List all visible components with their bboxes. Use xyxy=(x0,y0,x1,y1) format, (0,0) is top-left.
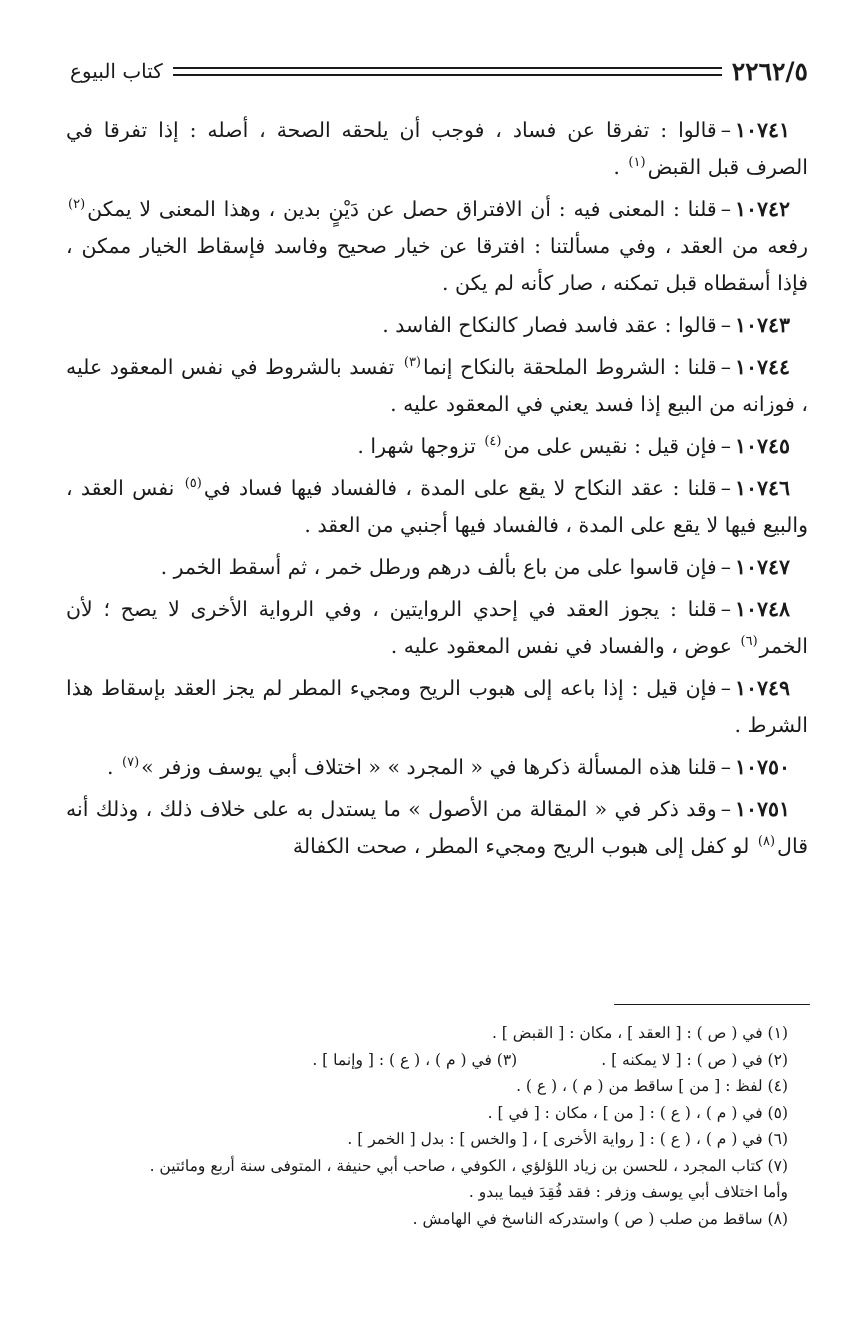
page-header xyxy=(70,54,808,88)
footnote-4: (٤) لفظ : [ من ] ساقط من ( م ) ، ( ع ) . xyxy=(516,1077,788,1095)
page-number: ٢٢٦٢/٥ xyxy=(731,56,808,86)
paragraph-text: . xyxy=(106,755,121,779)
paragraph-text: وقد ذكر في « المقالة من الأصول » ما يستدل به على خلاف ذلك ، وذلك أنه قال xyxy=(66,797,808,858)
paragraph-number: ١٠٧٤٤ xyxy=(734,355,790,379)
paragraph-text: . xyxy=(613,155,627,179)
footnote-6: (٦) في ( م ) ، ( ع ) : [ رواية الأخرى ] ، [ والخس ] : بدل [ الخمر ] . xyxy=(347,1130,788,1148)
paragraph-text: تزوجها شهرا . xyxy=(357,434,483,458)
paragraph-text: قالوا : عقد فاسد فصار كالنكاح الفاسد . xyxy=(382,313,717,337)
footnote-7: (٧) كتاب المجرد ، للحسن بن زياد اللؤلؤي ، الكوفي ، صاحب أبي حنيفة ، المتوفى سنة أربع ومائتين . xyxy=(149,1156,788,1175)
paragraph-number: ١٠٧٤٢ xyxy=(734,197,790,221)
paragraph-text: قلنا : عقد النكاح لا يقع على المدة ، فالفساد فيها فساد في xyxy=(203,476,717,500)
paragraph-text: فإن قيل : إذا باعه إلى هبوب الريح ومجيء المطر لم يجز العقد بإسقاط هذا الشرط . xyxy=(66,676,808,737)
paragraph-10744: ١٠٧٤٤–قلنا : الشروط الملحقة بالنكاح إنما$^{(٣)}$ تفسد بالشروط في نفس المعقود عليه ، فوزانه من البيع إذا فسد يعني في المعقود عليه . xyxy=(66,355,808,416)
paragraph-number: ١٠٧٤٧ xyxy=(734,555,790,579)
paragraph-10745: ١٠٧٤٥–فإن قيل : نقيس على من$^{(٤)}$ تزوجها شهرا . xyxy=(357,434,790,458)
footnote-row-2-3 xyxy=(66,1047,808,1074)
footnote-ref: (٨) xyxy=(757,834,776,850)
header-rule xyxy=(173,67,722,76)
paragraph-text: قلنا هذه المسألة ذكرها في « المجرد » « اختلاف أبي يوسف وزفر » xyxy=(141,755,717,779)
chapter-title: كتاب البيوع xyxy=(70,59,163,83)
paragraph-10743: ١٠٧٤٣–قالوا : عقد فاسد فصار كالنكاح الفاسد . xyxy=(382,313,790,337)
footnote-ref: (٧) xyxy=(122,755,140,771)
footnote-7-continuation: وأما اختلاف أبي يوسف وزفر : فقد فُقِدَ فيما يبدو . xyxy=(468,1183,788,1201)
paragraph-10748: ١٠٧٤٨–قلنا : يجوز العقد في إحدي الروايتين ، وفي الرواية الأخرى لا يصح ؛ لأن الخمر$^{(٦)}$ عوض ، والفساد في نفس المعقود عليه . xyxy=(66,597,808,658)
footnote-ref: (١) xyxy=(628,155,646,171)
paragraph-text: فإن قاسوا على من باع بألف درهم ورطل خمر ، ثم أسقط الخمر . xyxy=(160,555,717,579)
footnote-ref: (٤) xyxy=(484,434,502,450)
paragraph-10751: ١٠٧٥١–وقد ذكر في « المقالة من الأصول » ما يستدل به على خلاف ذلك ، وذلك أنه قال$^{(٨)}$ لو كفل إلى هبوب الريح ومجيء المطر ، صحت الكفالة xyxy=(66,797,808,858)
footnotes xyxy=(66,1020,808,1232)
paragraph-text: قلنا : المعنى فيه : أن الافتراق حصل عن دَيْنٍ بدين ، وهذا المعنى لا يمكن xyxy=(87,197,717,221)
paragraph-text: فإن قيل : نقيس على من xyxy=(503,434,717,458)
footnote-divider xyxy=(614,1004,810,1005)
footnote-ref: (٥) xyxy=(184,476,202,492)
paragraph-number: ١٠٧٤٣ xyxy=(734,313,790,337)
paragraph-text: قلنا : الشروط الملحقة بالنكاح إنما xyxy=(423,355,717,379)
footnote-2: (٢) في ( ص ) : [ لا يمكنه ] . xyxy=(601,1050,788,1069)
paragraph-text: رفعه من العقد ، وفي مسألتنا : افترقا عن خيار صحيح وفاسد فإسقاط الخيار ممكن ، فإذا أسقطاه قبل تمكنه ، صار كأنه لم يكن . xyxy=(66,234,808,295)
paragraph-number: ١٠٧٥١ xyxy=(734,797,790,821)
paragraph-10750: ١٠٧٥٠–قلنا هذه المسألة ذكرها في « المجرد » « اختلاف أبي يوسف وزفر »$^{(٧)}$ . xyxy=(106,755,790,779)
paragraph-number: ١٠٧٤٥ xyxy=(734,434,790,458)
paragraph-text: قلنا : يجوز العقد في إحدي الروايتين ، وفي الرواية الأخرى لا يصح ؛ لأن الخمر xyxy=(66,597,808,658)
paragraph-text: عوض ، والفساد في نفس المعقود عليه . xyxy=(390,634,739,658)
paragraph-text: لو كفل إلى هبوب الريح ومجيء المطر ، صحت الكفالة xyxy=(292,834,756,858)
paragraph-text: قالوا : تفرقا عن فساد ، فوجب أن يلحقه الصحة ، أصله : إذا تفرقا في الصرف قبل القبض xyxy=(66,118,808,179)
paragraph-text: تفسد بالشروط في نفس المعقود عليه ، فوزانه من البيع إذا فسد يعني في المعقود عليه . xyxy=(66,355,808,416)
paragraph-10746: ١٠٧٤٦–قلنا : عقد النكاح لا يقع على المدة ، فالفساد فيها فساد في$^{(٥)}$ نفس العقد ، والبيع فيها لا يقع على المدة ، فالفساد فيها أجنبي من العقد . xyxy=(66,476,808,537)
body-text xyxy=(66,112,808,870)
paragraph-text: نفس العقد ، والبيع فيها لا يقع على المدة ، فالفساد فيها أجنبي من العقد . xyxy=(66,476,808,537)
footnote-1: (١) في ( ص ) : [ العقد ] ، مكان : [ القبض ] . xyxy=(491,1024,788,1042)
footnote-3: (٣) في ( م ) ، ( ع ) : [ وإنما ] . xyxy=(312,1050,518,1069)
footnote-8: (٨) ساقط من صلب ( ص ) واستدركه الناسخ في الهامش . xyxy=(412,1209,788,1228)
paragraph-number: ١٠٧٤٦ xyxy=(734,476,790,500)
paragraph-number: ١٠٧٤٨ xyxy=(734,597,790,621)
footnote-5: (٥) في ( م ) ، ( ع ) : [ من ] ، مكان : [ في ] . xyxy=(487,1103,788,1122)
paragraph-number: ١٠٧٤١ xyxy=(734,118,790,142)
footnote-ref: (٢) xyxy=(68,197,86,213)
paragraph-10742: ١٠٧٤٢–قلنا : المعنى فيه : أن الافتراق حصل عن دَيْنٍ بدين ، وهذا المعنى لا يمكن$^{(٢)}$ رفعه من العقد ، وفي مسألتنا : افترقا عن خيار صحيح وفاسد فإسقاط الخيار ممكن ، فإذا أسقطاه قبل تمكنه ، صار كأنه لم يكن . xyxy=(66,197,808,295)
paragraph-10749: ١٠٧٤٩–فإن قيل : إذا باعه إلى هبوب الريح ومجيء المطر لم يجز العقد بإسقاط هذا الشرط . xyxy=(66,676,808,737)
paragraph-number: ١٠٧٤٩ xyxy=(734,676,790,700)
footnote-ref: (٣) xyxy=(403,355,421,371)
paragraph-number: ١٠٧٥٠ xyxy=(734,755,790,779)
paragraph-10741: ١٠٧٤١–قالوا : تفرقا عن فساد ، فوجب أن يلحقه الصحة ، أصله : إذا تفرقا في الصرف قبل القبض$^{(١)}$ . xyxy=(66,118,808,179)
footnote-ref: (٦) xyxy=(740,634,758,650)
paragraph-10747: ١٠٧٤٧–فإن قاسوا على من باع بألف درهم ورطل خمر ، ثم أسقط الخمر . xyxy=(160,555,790,579)
